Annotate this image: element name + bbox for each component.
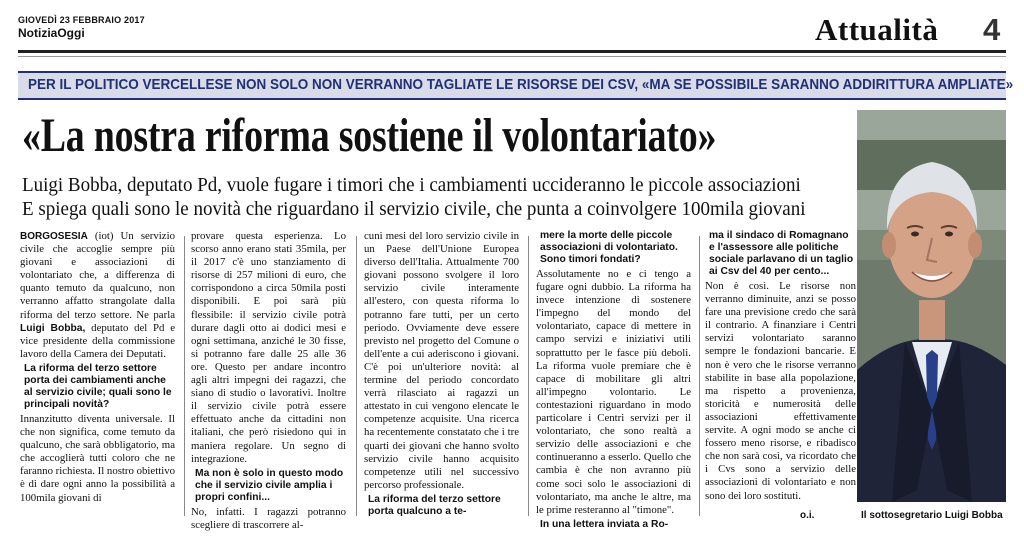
kicker-text: PER IL POLITICO VERCELLESE NON SOLO NON VERRANNO TAGLIATE LE RISORSE DEI CSV, «MA SE POSSIBILE SARANNO ADDIRITTURA AMPLIATE» [28, 76, 1014, 93]
article-column-3 [364, 230, 519, 520]
article-column-4 [536, 230, 691, 533]
photo-caption: Il sottosegretario Luigi Bobba [861, 510, 1003, 521]
portrait-photo [857, 110, 1006, 502]
article-column-2 [191, 230, 346, 532]
kicker-banner [18, 71, 1014, 100]
body-text: provare questa esperienza. Lo scorso anno erano stati 35mila, per il 2017 c'è uno stanziamento di risorse di 257 milioni di euro, che corrispondono a circa 50mila posti disponibili. E poi sarà più flessibile: il servizio civile potrà durare dagli otto ai dodici mesi e ogni settimana, anziché le 30 fisse, si potranno fare dalle 25 alle 36 ore. Questo per andare incontro agli altri impegni dei ragazzi, che siano di studio o lavorativi. Inoltre il servizio civile potrà essere effettuato anche da cittadini non italiani, che però risiedono qui in maniera regolare. Un segno di integrazione. [191, 230, 346, 465]
column-divider [184, 236, 185, 516]
column-divider [356, 236, 357, 516]
body-text: Innanzitutto diventa universale. Il che non significa, come temuto da qualcuno, che sarà obbligatorio, ma che accoglierà tutti coloro che ne faranno richiesta. Il nostro obiettivo è di dare ogni anno la possibilità a 100mila giovani di [20, 412, 176, 504]
column-divider [528, 236, 529, 516]
portrait-illustration [857, 110, 1006, 502]
section-title: Attualità [815, 12, 939, 47]
interview-question: mere la morte delle piccole associazioni di volontariato. Sono timori fondati? [540, 230, 678, 265]
dateline-tag: (iot) [94, 230, 114, 242]
dateline: BORGOSESIA [20, 231, 88, 242]
body-text: Un servizio civile che accoglie sempre più giovani e associazioni di volontariato che, a differenza di quanto temuto da qualcuno, non verranno affatto strangolate dalla riforma del terzo settore. Ne parla [20, 230, 175, 321]
issue-date: GIOVEDÌ 23 FEBBRAIO 2017 [18, 15, 145, 25]
article-column-1 [20, 230, 175, 505]
article-column-5 [705, 230, 856, 503]
interview-question: La riforma del terzo settore porta qualcuno a te- [368, 493, 501, 517]
interview-question: In una lettera inviata a Ro- [540, 518, 669, 530]
subheadline-1: Luigi Bobba, deputato Pd, vuole fugare i timori che i cambiamenti uccideranno le piccole associazioni [22, 174, 801, 196]
column-divider [699, 236, 700, 516]
body-text: No, infatti. I ragazzi potranno scegliere di trascorrere al- [191, 505, 346, 531]
newspaper-name: NotiziaOggi [18, 26, 85, 40]
interview-question: ma il sindaco di Romagnano e l'assessore alle politiche sociale parlavano di un taglio ai Csv del 40 per cento... [709, 230, 854, 277]
body-text: cuni mesi del loro servizio civile in un Paese dell'Unione Europea diverso dell'Italia. Attualmente 700 giovani possono svolgere il loro servizio civile interamente all'estero, con questa riforma lo potranno fare tutti, per un certo periodo. Ovviamente deve essere previsto nel progetto del Comune o dell'ente a cui aderiscono i giovani. C'è poi un'ulteriore novità: al termine del periodo concordato verrà rilasciato ai ragazzi un attestato in cui vengono elencate le competenze acquisite. Una ricerca ha recentemente constatato che i tre quarti dei giovani che hanno svolto servizio civile hanno acquisito competenze utili nel successivo percorso professionale. [364, 230, 519, 491]
byline: o.i. [800, 510, 815, 521]
body-text: deputato del Pd e vice presidente della commissione lavoro della Camera dei Deputati. [20, 321, 175, 360]
page-number: 4 [983, 12, 1001, 47]
body-text: Non è così. Le risorse non verranno diminuite, anzi se posso fare una previsione credo che sarà il contrario. A finanziare i Centri servizi volontariato saranno sempre le fondazioni bancarie. E non è vero che le risorse verranno stabilite in base alla popolazione, ma rispetto a provenienza, storicità e numerosità delle associazioni effettivamente servite. A ogni modo se anche ci fossero meno risorse, e ribadisco che non sarà così, va ricordato che i Cvs sono a servizio delle associazioni di volontariato e non sono dei loro sostituti. [705, 280, 856, 502]
headline: «La nostra riforma sostiene il volontariato» [22, 109, 717, 162]
subheadline-2: E spiega quali sono le novità che riguardano il servizio civile, che punta a coinvolgere 100mila giovani [22, 198, 806, 220]
body-text: Assolutamente no e ci tengo a fugare ogni dubbio. La riforma ha invece intenzione di sostenere l'impegno del mondo del volontariato, capace di mettere in campo servizi e iniziativi utili soprattutto per le fasce più deboli. La riforma vuole premiare che è capace di mobilitare gli altri all'impegno volontario. Le contestazioni riguardano in modo particolare i Centri servizi per il volontariato, che sono realtà a servizio delle associazioni e che continueranno a esserlo. Quello che cambia è che non avranno più come soci solo le associazioni di volontariato, ma anche le altre, ma le prime resteranno al "timone". [536, 268, 691, 516]
interview-question: Ma non è solo in questo modo che il servizio civile amplia i propri confini... [195, 467, 344, 503]
thin-rule [18, 56, 1006, 57]
person-name: Luigi Bobba, [20, 322, 86, 334]
interview-question: La riforma del terzo settore porta dei cambiamenti anche al servizio civile; quali sono le principali novità? [24, 362, 172, 410]
masthead-rule [18, 50, 1006, 53]
